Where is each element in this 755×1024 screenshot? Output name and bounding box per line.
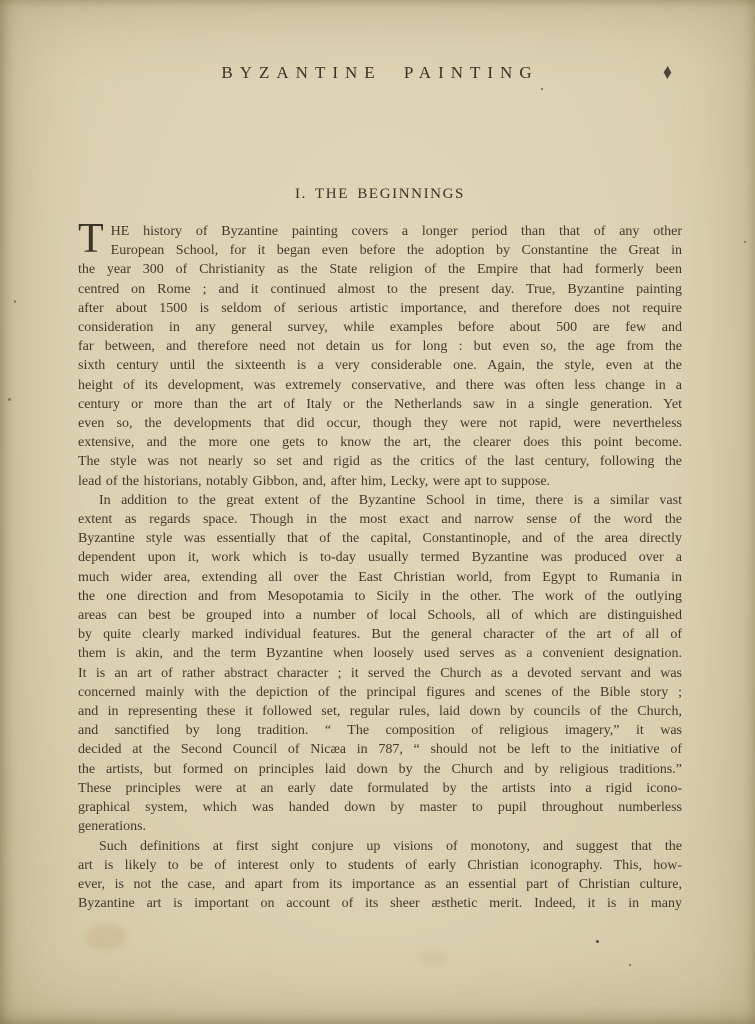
paper-speck [541,88,543,90]
text-line: century or more than the art of Italy or the Netherlands saw in a single generation. Yet [78,396,682,412]
text-line: graphical system, which was handed down by master to pupil throughout numberless [78,800,682,816]
text-line: European School, for it began even before the adoption by Constantine the Great in [110,243,682,259]
text-line: Byzantine style was essentially that of the capital, Constantinople, and of the area directly [78,531,682,547]
text-line: height of its development, was extremely conservative, and there was often less change in a [78,377,682,393]
paper-stain [420,950,446,965]
text-line: after about 1500 is seldom of serious artistic importance, and therefore does not require [78,300,682,316]
paper-speck [14,300,16,303]
text-line: and sanctified by long tradition. “ The composition of religious imagery,” it was [78,723,682,739]
paragraph [78,837,682,914]
running-head: BYZANTINE PAINTING [221,63,539,82]
text-line: concerned mainly with the depiction of the principal figures and scenes of the Bible story ; [78,684,682,700]
text-line: It is an art of rather abstract character ; it served the Church as a devoted servant and was [78,665,682,681]
text-line: These principles were at an early date formulated by the artists into a rigid icono- [78,780,682,796]
chapter-heading: I. THE BEGINNINGS [295,186,465,202]
text-line: HE history of Byzantine painting covers a longer period than that of any other [110,224,682,239]
running-head-row [78,63,682,83]
text-line: extent as regards space. Though in the most exact and narrow sense of the word the [78,512,682,528]
text-line: them is akin, and the term Byzantine when loosely used serves as a convenient designation. [78,646,682,662]
text-line: extensive, and the more one gets to know the art, the clearer does this point become. [78,435,682,451]
text-line: much wider area, extending all over the East Christian world, from Egypt to Rumania in [78,569,682,585]
text-line: Byzantine art is important on account of its sheer æsthetic merit. Indeed, it is in many [78,896,682,912]
text-line: consideration in any general survey, while examples before about 500 are few and [78,320,682,336]
text-line: art is likely to be of interest only to students of early Christian iconography. This, how- [78,857,682,873]
drop-cap: T [78,216,104,262]
text-line: lead of the historians, notably Gibbon, and, after him, Lecky, were apt to suppose. [78,473,551,489]
paper-speck [596,940,599,943]
text-line: the year 300 of Christianity as the State religion of the Empire that had formerly been [78,262,682,278]
text-line: the one direction and from Mesopotamia to Sicily in the other. The work of the outlying [78,588,682,604]
text-line: dependent upon it, work which is to-day usually termed Byzantine was produced over a [78,550,682,566]
text-line: The style was not nearly so set and rigid as the critics of the last century, following the [78,454,682,470]
text-line: by quite clearly marked individual features. But the general character of the art of all of [78,627,682,643]
text-line: even so, the developments that did occur, though they were not rapid, were nevertheless [78,416,682,432]
body-text [78,216,682,913]
paragraph [78,216,682,491]
text-line: centred on Rome ; and it continued almost to the present day. True, Byzantine painting [78,281,682,297]
paper-speck [8,398,11,401]
text-line: sixth century until the sixteenth is a very considerable one. Again, the style, even at the [78,358,682,374]
paper-stain [85,924,127,950]
text-line: ever, is not the case, and apart from its importance as an essential part of Christian culture, [78,876,682,892]
text-block [78,186,682,913]
text-line: the artists, but formed on principles laid down by the Church and by religious traditions.” [78,761,682,777]
paper-speck [744,241,746,243]
paper-speck [629,964,631,966]
text-line: far between, and therefore need not detain us for long : but even so, the age from the [78,339,682,355]
text-line: decided at the Second Council of Nicæa in 787, “ should not be left to the initiative of [78,742,682,758]
text-line: and in representing these it followed set, regular rules, laid down by councils of the Church, [78,704,682,720]
text-line: Such definitions at first sight conjure up visions of monotony, and suggest that the [99,838,682,854]
text-line: In addition to the great extent of the Byzantine School in time, there is a similar vast [99,492,682,508]
text-line: generations. [78,819,147,835]
text-line: areas can best be grouped into a number of local Schools, all of which are distinguished [78,608,682,624]
paragraph [78,491,682,837]
